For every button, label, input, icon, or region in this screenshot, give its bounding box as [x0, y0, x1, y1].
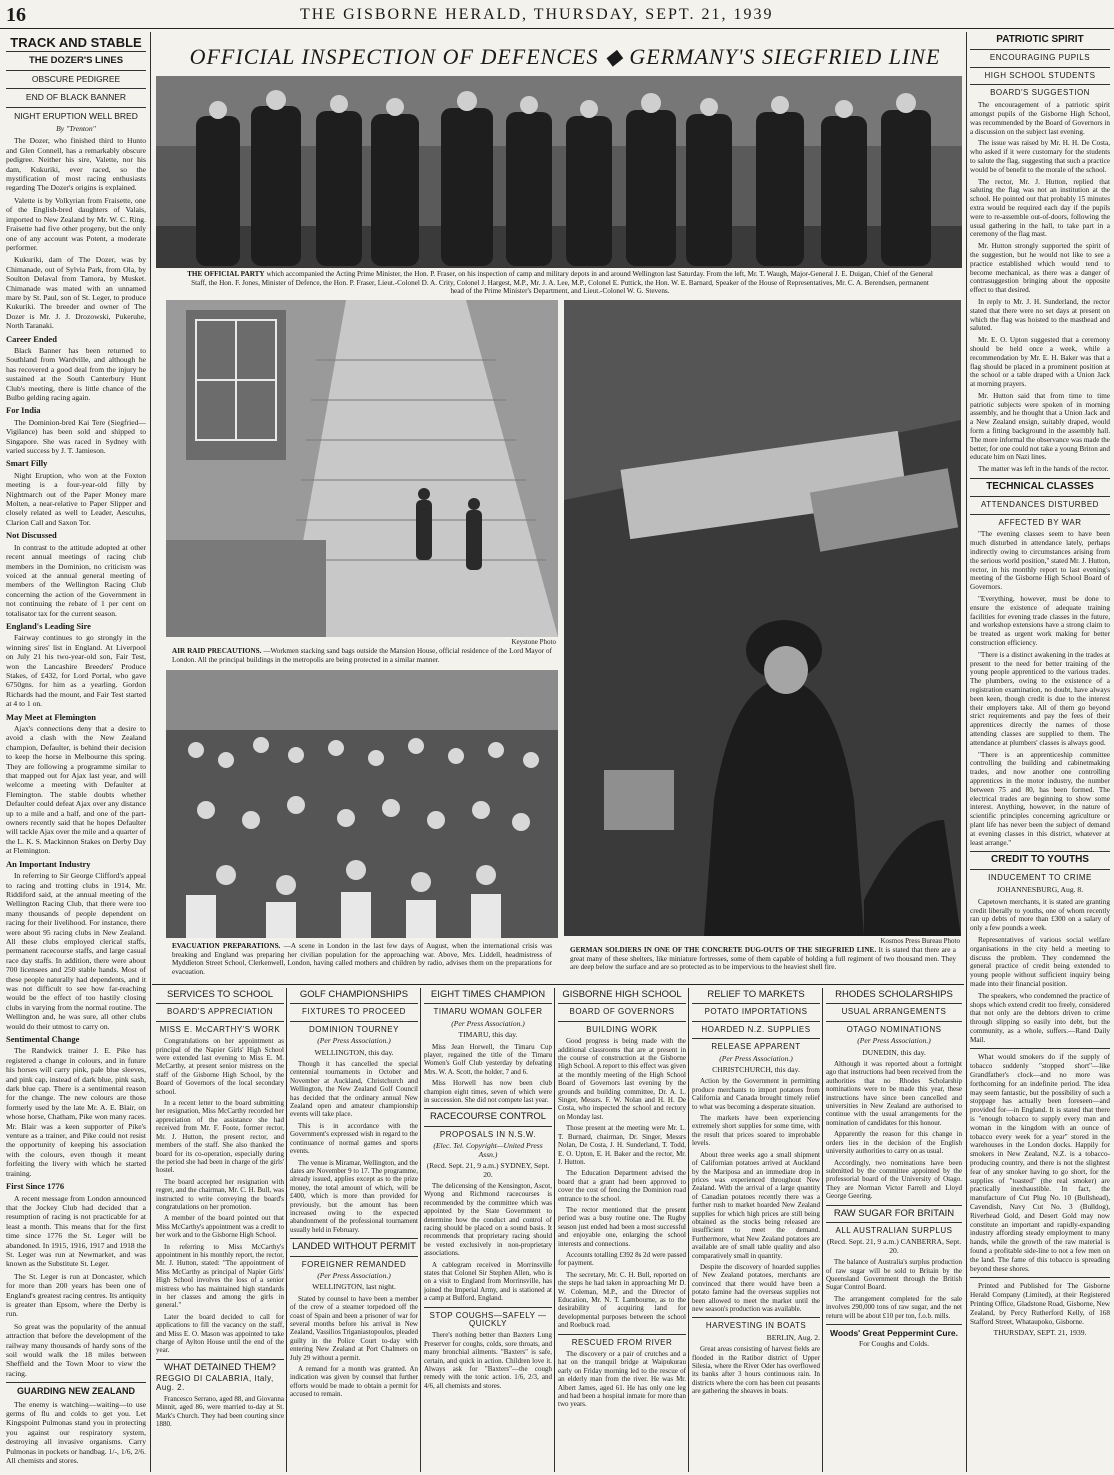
caption-lead: EVACUATION PREPARATIONS.: [172, 942, 281, 950]
divider: [424, 1003, 552, 1004]
paragraph: "Everything, however, must be done to ensure the existence of adequate training facilities for evening trade classes in the future, and workshop extensions have a strong claim to be treated as urgent work making for better construction efficiency.: [970, 595, 1110, 648]
subhead: BOARD'S APPRECIATION: [166, 1007, 274, 1017]
paragraph: The markets have been experiencing extremely short supplies for some time, with the result that prices soared to improbable levels.: [692, 1114, 820, 1148]
eight-times-champion-heading: EIGHT TIMES CHAMPION: [430, 989, 546, 1000]
divider: [826, 1003, 962, 1004]
sandbags-photo-image: [166, 300, 558, 637]
paragraph: Mr. Hutton said that from time to time patriotic subjects were spoken of in morning assembly, and he thought that a Union Jack and a New Zealand ensign, suitably draped, would form a fitting background in the assembly hall. The more informal the observance was made the better, for one could not take a young Briton and educate him on Nazi lines.: [970, 391, 1110, 462]
caption-lead: AIR RAID PRECAUTIONS.: [172, 647, 262, 655]
paragraph: The Randwick trainer J. E. Pike has registered a change in colours, and in future his horses will carry pink, pale blue sleeves, and pink cap, instead of dark blue, pink sash, dark blue cap. There is a sentimental reason for the change. The new colours are those formerly used by the late Mr. A. E. Blair, on whose horse, Chatham, Pike won many races. Mr. Blair was a keen supporter of Pike's venture as a trainer, and Pike could not resist the opportunity of keeping his association with the colours, even though it meant forfeiting the livery with which he started training.: [6, 1046, 146, 1178]
page-number: 16: [6, 4, 26, 26]
siegfried-caption: [570, 946, 956, 980]
siegfried-photo-image: [564, 300, 961, 936]
ad-heading: Woods' Great Peppermint Cure.: [830, 1328, 958, 1338]
divider: [424, 1108, 552, 1109]
dateline: CHRISTCHURCH, this day.: [712, 1065, 800, 1075]
divider: [970, 851, 1110, 852]
subhead: BOARD OF GOVERNORS: [569, 1007, 675, 1017]
paragraph: A member of the board pointed out that Miss McCarthy's appointment was a credit to her work and to the Gisborne High School.: [156, 1214, 284, 1240]
dateline: REGGIO DI CALABRIA, Italy, Aug. 2.: [156, 1374, 274, 1392]
bottom-column-2: [290, 988, 418, 1472]
dateline: WELLINGTON, this day.: [314, 1047, 394, 1057]
divider: [6, 107, 146, 108]
subhead: POTATO IMPORTATIONS: [704, 1007, 808, 1017]
air-raid-precautions-photo: [166, 300, 558, 637]
photo-credit: Keystone Photo: [511, 638, 556, 646]
paragraph: Miss Jean Horwell, the Timaru Cup player, regained the title of the Timaru Women's Golf Club yesterday by defeating Mrs. W. A. Scott, the holder, 7 and 6.: [424, 1042, 552, 1076]
subhead: OTAGO NOMINATIONS: [846, 1024, 942, 1034]
subhead: RELEASE APPARENT: [711, 1042, 801, 1052]
ad-subheading: For Coughs and Colds.: [858, 1339, 930, 1349]
left-subhead: NIGHT ERUPTION WELL BRED: [14, 110, 138, 121]
source: (Elec. Tel. Copyright—United Press Assn.): [433, 1141, 543, 1159]
subhead: USUAL ARRANGEMENTS: [841, 1007, 947, 1017]
dateline: JOHANNESBURG, Aug. 8.: [996, 884, 1084, 894]
paragraph: In referring to Sir George Clifford's appeal to racing and trotting clubs in 1914, Mr. Riddiford said, at the annual meeting of the Wellington Racing Club, that there were too many thousands of people dependent on racing for their livelihood. For instance, there were about 95 racing clubs in New Zealand. All these clubs employed clerical staffs, permanent racecourse staffs, and large casual race day staffs. In addition, there were about 700 licensees and 250 stable hands. Most of these people naturally had dependents, and it was not difficult to see how far-reaching would be the effect of too hastily closing clubs in varying from the normal routine. The Wellington and, he was sure, all other clubs would do their utmost to carry on.: [6, 871, 146, 1031]
bottom-column-1: [156, 988, 284, 1472]
paragraph: Miss Horwell has now been club champion eight times, seven of which were in succession. She did not compete last year.: [424, 1079, 552, 1105]
divider: [970, 514, 1110, 515]
left-subhead: END OF BLACK BANNER: [25, 92, 127, 103]
divider: [424, 1307, 552, 1308]
paragraph: Apparently the reason for this change in orders lies in the decision of the English university authorities to carry on as usual.: [826, 1130, 962, 1156]
dateline: TIMARU, this day.: [458, 1030, 518, 1040]
bottom-rule: [152, 984, 964, 985]
official-party-caption: [185, 270, 935, 298]
paragraph: The board accepted her resignation with regret, and the chairman, Mr. C. H. Bull, was instructed to write conveying the board's congratulations on her promotion.: [156, 1177, 284, 1211]
paragraph: Kukuriki, dam of The Dozer, was by Chimanade, out of Sylvia Park, from Ola, by Soulton Delaval from Tamora, by Musket. Chimanade was mated with an unnamed mare by St. Paul, son of St. Leger, to produce Kukuriki. The breeder and owner of The Dozer is Mr. J. J. Drozowski, Pukeruhe, North Taranaki.: [6, 255, 146, 331]
subhead: MISS E. McCARTHY'S WORK: [159, 1024, 281, 1034]
section-title: Smart Filly: [6, 458, 48, 469]
paragraph: In reply to Mr. J. H. Sunderland, the rector stated that there were no set days at present on which the flag was hoisted to the masthead and saluted.: [970, 297, 1110, 333]
section-title: First Since 1776: [6, 1181, 65, 1192]
right-subhead: INDUCEMENT TO CRIME: [988, 873, 1092, 883]
paragraph: In a recent letter to the board submitting her resignation, Miss McCarthy recorded her appreciation of the assistance she had received from Mr. F. Foote, former rector, Mr. J. Hutton, the present rector, and members of the staff. She also thanked the board for its co-operation, especially during the period she had been in charge of the girls' hostel.: [156, 1099, 284, 1175]
paragraph: "The evening classes seem to have been much disturbed in attendance lately, perhaps indirectly owing to circumstances arising from the serious world position," stated Mr. J. Hutton, rector, in his monthly report to last evening's meeting of the Gisborne High School Board of Governors.: [970, 530, 1110, 592]
left-column: [6, 32, 146, 1472]
golf-championships-heading: GOLF CHAMPIONSHIPS: [299, 989, 409, 1000]
paragraph: The secretary, Mr. C. H. Bull, reported on the steps he had taken in approaching Mr D. W. Coleman, M.P., and the Director of Education, Mr. N. T. Lambourne, as to the desirability of acquiring land for developmental purposes between the school and Roebuck road.: [558, 1270, 686, 1330]
paragraph: Accounts totalling £392 8s 2d were passed for payment.: [558, 1250, 686, 1268]
column-rule: [822, 988, 823, 1472]
paragraph: Ajax's connections deny that a desire to avoid a clash with the New Zealand champion, Defaulter, is behind their decision to keep the horse in Melbourne this spring. They are following a programme similar to that mapped out for Ajax last year, and will welcome a meeting with Defaulter at Flemington. The stable doubts whether Defaulter could defeat Ajax over any distance up to a mile and a half, and one of the part-owners recently said that he hopes Defaulter will tackle Ajax over the mile and a quarter of the L. K. S. Mackinnon Stakes on Derby Day at Flemington.: [6, 724, 146, 856]
paragraph: This is in accordance with the Government's expressed wish in regard to the continuance of normal games and sports events.: [290, 1121, 418, 1156]
paragraph: In contrast to the attitude adopted at other recent annual meetings of racing club members in the Dominion, no criticism was voiced at the annual general meeting of members of the Wellington Racing Club concerning the action of the Government in not continuing the rebate of 1 per cent on totalisator tax for the current season.: [6, 542, 146, 618]
paragraph: What would smokers do if the supply of tobacco suddenly "stopped short"—like Grandfather's clock—and no more was forthcoming for an indefinite period. The idea may seem fantastic, but the possibility of such a stoppage has actually been foreseen—and provided for—in England. It is stated that there is "enough tobacco to supply every man and woman in the kingdom with an ounce of tobacco every week for a year" stored in the warehouses in the London docks. Happily for smokers in New Zealand, N.Z. is a tobacco-producing country, and there is not the slightest fear of any smoker having to go short, for the supplies of "toasted" (the real smoker) are practically inexhaustible. In fact, the manufacture of Cut Plug No. 10 (Bullshead), Cavendish, Navy Cut No. 3 (Bulldog), Riverhead Gold, and Desert Gold may now constitute an important and rapidly-expanding industry affording steady employment to many hands, while the growth of the raw material is found a profitable side-line to not a few men on the land. The fame of this tobacco is spreading beyond these shores.: [970, 1053, 1110, 1273]
divider: [970, 1048, 1110, 1049]
divider: [6, 51, 146, 52]
divider: [692, 1003, 820, 1004]
divider: [692, 1317, 820, 1318]
divider: [558, 1021, 686, 1022]
dateline: DUNEDIN, this day.: [862, 1047, 926, 1057]
caption-text: It is stated that there are a great many of these shelters, like miniature fortresses, some of them capable of holding a full regiment of two thousand men. They are deep below the surface and are so protected as to be impervious to the heaviest shell fire.: [570, 946, 956, 972]
harvesting-in-boats-heading: HARVESTING IN BOATS: [705, 1321, 807, 1331]
subhead: DOMINION TOURNEY: [309, 1024, 399, 1034]
divider: [156, 1359, 284, 1360]
services-to-school-heading: SERVICES TO SCHOOL: [166, 989, 274, 1000]
raw-sugar-heading: RAW SUGAR FOR BRITAIN: [833, 1207, 955, 1219]
ad-text: There's nothing better than Baxters Lung Preserver for coughs, colds, sore throats, and many bronchial ailments. "Baxters" is safe, certain, and quick in action. Children love it. Always ask for "Baxters"—the cough remedy with the tonic action. 1/6, 2/3, and 4/6, all chemists and stores.: [424, 1331, 552, 1390]
bottom-column-4: [558, 988, 686, 1472]
divider: [826, 1324, 962, 1325]
divider: [970, 496, 1110, 497]
paragraph: Night Eruption, who won at the Foxton meeting is a four-year-old filly by Nightmarch out of the Paper Money mare Molten, a near-relative to Paper Slipper and closely related as well to Leader, Aesculus, Clarion Call and Saxon Tor.: [6, 470, 146, 527]
paragraph: The issue was raised by Mr. H. H. De Costa, who asked if it were customary for the students to salute the flag, suggesting that such a practice would be of benefit to the morale of the school.: [970, 139, 1110, 174]
paragraph: Francesco Serrano, aged 88, and Giovanna Minnit, aged 86, were married to-day at St. Mark's Church. They had been courting since 1880.: [156, 1395, 284, 1429]
paragraph: Capetown merchants, it is stated are granting credit liberally to youths, one of whom recently ran up debts of more than £300 on a salary of only a few pounds a week.: [970, 897, 1110, 933]
paragraph: A remand for a month was granted. An indication was given by counsel that further efforts would be made to obtain a permit for accused to remain.: [290, 1365, 418, 1399]
subhead: HOARDED N.Z. SUPPLIES: [701, 1024, 811, 1034]
divider: [558, 1003, 686, 1004]
source: (Per Press Association.): [857, 1036, 931, 1046]
paragraph: The Dominion-bred Kai Tere (Siegfried—Vigilance) has been sold and shipped to Singapore. She was raced in Sydney with varied success by J. T. Jamieson.: [6, 417, 146, 456]
section-title: An Important Industry: [6, 858, 91, 869]
dateline: (Recd. Sept. 21, 9 a.m.) SYDNEY, Sept. 20.: [426, 1161, 550, 1179]
paragraph: The rector, Mr. J. Hutton, replied that saluting the flag was not an institution at the school. He pointed out that probably 15 minutes extra would be required each day if the pupils were to re-assemble out-of-doors, following the usual gathering in the hall, to take part in a ceremony of the flag mast.: [970, 177, 1110, 239]
divider: [290, 1021, 418, 1022]
right-subhead: AFFECTED BY WAR: [998, 517, 1082, 527]
patriotic-spirit-heading: PATRIOTIC SPIRIT: [996, 34, 1084, 45]
paragraph: About three weeks ago a small shipment of Californian potatoes arrived at Auckland by the Mariposa and an immediate drop in prices was experienced throughout New Zealand. With the arrival of a large quantity of Canadian potatoes recently there was a further rush to market hoarded New Zealand supplies for which high prices are still being obtained as the stocks being released are insufficient to meet the demand. Furthermore, what New Zealand potatoes are available are of small table quality and also comparatively small in quantity.: [692, 1150, 820, 1260]
subhead: PROPOSALS IN N.S.W.: [439, 1129, 537, 1139]
caption-text: which accompanied the Acting Prime Minister, the Hon. P. Fraser, on his inspection of camp and military depots in and around Wellington last Saturday. From the left, Mr. T. Waugh, Major-General J. E. Duigan, Chief of the General Staff, the Hon. F. Jones, Minister of Defence, the Hon. P. Fraser, Lieut.-Colonel D. A. Crity, Colonel J. Hargest, M.P., Mr. J. A. Lee, M.P., Colonel E. Puttick, the Hon. W. E. Barnard, Speaker of the House of Representatives, Mr. C. A. Berendsen, permanent head of the Prime Minister's Department, and Lieut.-Colonel W. G. Stevens.: [191, 270, 933, 296]
paragraph: The arrangement completed for the sale involves 290,000 tons of raw sugar, and the net return will be about £10 per ton, f.o.b. mills.: [826, 1294, 962, 1320]
divider: [558, 1334, 686, 1335]
right-subhead: ATTENDANCES DISTURBED: [981, 499, 1099, 509]
subhead: FOREIGNER REMANDED: [301, 1259, 407, 1269]
masthead: [0, 0, 1114, 29]
right-subhead: BOARD'S SUGGESTION: [990, 88, 1090, 98]
section-title: Sentimental Change: [6, 1034, 80, 1044]
divider: [6, 1382, 146, 1383]
paragraph: So great was the popularity of the annual attraction that before the development of the railway many thousands of hardy sons of the soil would walk the 18 miles between Sheffield and the Town Moor to view the racing.: [6, 1321, 146, 1378]
source: (Per Press Association.): [451, 1018, 525, 1028]
divider: [290, 1003, 418, 1004]
air-raid-caption: [172, 647, 552, 667]
subhead: ALL AUSTRALIAN SURPLUS: [835, 1225, 953, 1235]
evacuation-caption: [172, 942, 552, 980]
bottom-column-5: [692, 988, 820, 1472]
bottom-column-3: [424, 988, 552, 1472]
masthead-title: THE GISBORNE HERALD, THURSDAY, SEPT. 21, 1939: [300, 6, 774, 23]
paragraph: Representatives of various social welfare organisations in the city held a meeting to discuss the problem. They condemned the general practice of credit being extended to young people without sufficient inquiry being made into their financial position.: [970, 935, 1110, 988]
ad-heading: STOP COUGHS—SAFELY —QUICKLY: [429, 1310, 547, 1328]
photo-credit: Kosmos Press Bureau Photo: [880, 937, 960, 945]
caption-text: —Workmen stacking sand bags outside the Mansion House, official residence of the Lord Mayor of London. All the principal buildings in the metropolis are being protected in a similar manner.: [172, 647, 552, 664]
evacuation-photo-image: [166, 670, 558, 938]
rescued-from-river-heading: RESCUED FROM RIVER: [571, 1337, 673, 1347]
paragraph: "There is an apprenticeship committee controlling the building and cabinetmaking trades, and now another one controlling apprentices in the motor industry, the number between 75 and 80, has been formed. The electrical trades are beginning to show some interest. Anything, however, in the nature of scientific principles concerning agriculture or plant life has never been the subject of demand at evening classes in this district, whatever at least arrange.": [970, 750, 1110, 847]
paragraph: The discovery or a pair of crutches and a hat on the tranquil bridge at Waipukurau early on Friday morning led to the rescue of an elderly man from the river. He was Mr. Albert James, aged 61. He has only one leg and had been a hospital inmate for more than two years.: [558, 1350, 686, 1409]
column-rule: [286, 988, 287, 1472]
column-rule: [420, 988, 421, 1472]
paragraph: Mr. Hutton strongly supported the spirit of the suggestion, but he would not like to see a practice established which would tend to become mechanical, as there was a danger of contrasuggestion bringing about the opposite effect to that desired.: [970, 242, 1110, 295]
paragraph: Black Banner has been returned to Southland from Wardville, and although he has recovered a good deal from the injury he sustained at the South Canterbury Hunt Club's meeting, there is little chance of the Bulbo gelding racing again.: [6, 345, 146, 402]
paragraph: "There is a distinct awakening in the trades at present to the need for better training of the young people apprenticed to the various trades. The plumbers, owing to the existence of a registration examination, no doubt, have always been keen, though credit is due to the interest their employers take. All of them go beyond strict requirements and pay the fees of their apprentices directly the names of those attending classes are supplied to them. The attendance at plumbers' classes is always good.: [970, 650, 1110, 747]
column-rule: [554, 988, 555, 1472]
paragraph: Stated by counsel to have been a member of the crew of a steamer torpedoed off the coast of Spain and been a prisoner of war for several months before his arrival in New Zealand, Vassilios Triganiastopoulos, pleaded guilty in the Police Court to-day with entering New Zealand at Port Chalmers on July 29 without a permit.: [290, 1294, 418, 1362]
left-subhead: OBSCURE PEDIGREE: [31, 73, 121, 84]
relief-to-markets-heading: RELIEF TO MARKETS: [707, 989, 805, 1000]
subhead: FIXTURES TO PROCEED: [302, 1007, 406, 1017]
right-column: [970, 32, 1110, 1472]
divider: [290, 1238, 418, 1239]
source: (Per Press Association.): [317, 1036, 391, 1046]
source: (Per Press Association.): [719, 1053, 793, 1063]
ad-text: The enemy is watching—waiting—to use germs of flu and colds to get you. Let Kingspoint Pulmonas stand you in protecting you against our respiratory system, destroying all invasive organisms. Carry Pulmonas in pockets or handbag. 1/-, 1/6, 2/6. All chemists and stores.: [6, 1399, 146, 1466]
gisborne-high-school-heading: GISBORNE HIGH SCHOOL: [562, 989, 682, 1000]
column-rule: [688, 988, 689, 1472]
paragraph: A cablegram received in Morrinsville states that Colonel Sir Stephen Allen, who is on a visit to England from Morrinsville, has joined the Imperial Army, and is stationed at a camp at Bulford, England.: [424, 1260, 552, 1303]
section-title: For India: [6, 405, 41, 416]
paragraph: The balance of Australia's surplus production of raw sugar will be sold to Britain by the Queensland Government through the British Sugar Control Board.: [826, 1258, 962, 1292]
official-party-photo: [156, 76, 962, 268]
right-subhead: HIGH SCHOOL STUDENTS: [984, 70, 1096, 80]
divider: [826, 1021, 962, 1022]
divider: [970, 478, 1110, 479]
divider: [424, 1126, 552, 1127]
divider: [970, 49, 1110, 50]
divider: [692, 1021, 820, 1022]
subhead: BUILDING WORK: [586, 1024, 658, 1034]
left-subhead: THE DOZER'S LINES: [28, 55, 124, 67]
bottom-column-6: [826, 988, 962, 1472]
credit-to-youths-heading: CREDIT TO YOUTHS: [991, 854, 1089, 866]
paragraph: Those present at the meeting were Mr. L. T. Burnard, chairman, Dr. Singer, Messrs Nolan, De Costa, J. H. Sunderland, T. Todd, E. O. Upton, E. H. Baker and the rector, Mr. J. Hutton.: [558, 1124, 686, 1166]
divider: [156, 1003, 284, 1004]
paragraph: The venue is Miramar, Wellington, and the dates are November 9 to 17. The programme, already issued, applies except as to the prize money, the total amount of which, will be £400, which is more than provided for previously, but the amount has been increased owing to the expected abandonment of the professional tournament usually held in February.: [290, 1158, 418, 1234]
track-and-stable-heading: TRACK AND STABLE: [10, 35, 142, 50]
divider: [156, 1021, 284, 1022]
divider: [6, 88, 146, 89]
what-detained-them-heading: WHAT DETAINED THEM?: [164, 1361, 276, 1373]
paragraph: Mr. E. O. Upton suggested that a ceremony should be held once a week, while a recommendation by Mr. E. H. Baker was that a flag should be placed in a prominent position at the school or a table draped with a Union Jack at morning prayers.: [970, 336, 1110, 389]
right-subhead: ENCOURAGING PUPILS: [989, 52, 1091, 62]
rhodes-scholarships-heading: RHODES SCHOLARSHIPS: [835, 989, 953, 1000]
section-title: Not Discussed: [6, 530, 57, 541]
paragraph: Accordingly, two nominations have been submitted by the committee appointed by the professorial board of the University of Otago. They are Norman Victor Farrell and Lloyd George Geering.: [826, 1158, 962, 1201]
paragraph: Fairway continues to go strongly in the winning sires' list in England. At Liverpool on July 21 his two-year-old son, Fair Test, won the Lancashire Breeders' Produce Stakes, of £432, for Lord Portal, who gave 6750gns. for him as a yearling. Gordon Richards had the mount, and Fair Test started at 4 to 1 on.: [6, 633, 146, 709]
caption-lead: THE OFFICIAL PARTY: [187, 270, 265, 278]
section-title: Career Ended: [6, 333, 57, 344]
byline: By "Trenton": [56, 124, 96, 134]
paragraph: The Education Department advised the board that a grant had been approved to cover the cost of fencing the Dominion road entrance to the school.: [558, 1169, 686, 1203]
page-banner: OFFICIAL INSPECTION OF DEFENCES ◆ GERMANY'S SIEGFRIED LINE: [189, 44, 941, 69]
divider: [826, 1205, 962, 1206]
paragraph: Despite the discovery of hoarded supplies of New Zealand potatoes, merchants are convinced that there would have been a potato famine had the overseas supplies not been allowed to meet the market until the new season's production was available.: [692, 1262, 820, 1313]
paragraph: In referring to Miss McCarthy's appointment in his monthly report, the rector, Mr. J. Hutton, stated: "The appointment of Miss McCarthy as principal of Napier Girls' High School involves the loss of a senior mistress who has maintained high standards in her classes and among the girls in general.": [156, 1242, 284, 1310]
divider: [692, 1038, 820, 1039]
divider: [970, 84, 1110, 85]
paragraph: The encouragement of a patriotic spirit amongst pupils of the Gisborne High School, was recommended by the Board of Governors in a discussion on the subject last evening.: [970, 101, 1110, 136]
paragraph: Valette is by Volkyrian from Fraisette, one of the English-bred daughters of Valais, imported to New Zealand by Mr. W. C. Ring. Fraisette had five other progeny, but the only one of any account was Potent, a moderate performer.: [6, 195, 146, 252]
column-rule: [150, 32, 151, 1472]
subhead: TIMARU WOMAN GOLFER: [433, 1007, 543, 1017]
section-title: England's Leading Sire: [6, 620, 91, 631]
imprint: Printed and Published for The Gisborne Herald Company (Limited), at their Registered Printing Office, Gladstone Road, Gisborne, New Zealand, by Percy Rutherford Kelly, of 168 Stafford Street, Whataupoko, Gisborne.: [970, 1282, 1110, 1326]
divider: [970, 67, 1110, 68]
paragraph: The delicensing of the Kensington, Ascot, Wyong and Richmond racecourses is recommended by the committee which was appointed by the State Government to determine how the conduct and control of racing should be placed on a sound basis. It recommends that proprietary racing should be vested exclusively in non-proprietary associations.: [424, 1181, 552, 1258]
divider: [6, 70, 146, 71]
racecourse-control-heading: RACECOURSE CONTROL: [429, 1111, 547, 1123]
dateline: WELLINGTON, last night.: [312, 1282, 396, 1292]
paragraph: The speakers, who condemned the practice of shops which extend credit too freely, considered that not only are the debtors driven to crime through slipping so easily into debt, but the community, as a whole, suffers.—Rand Daily Mail.: [970, 991, 1110, 1044]
source: (Per Press Association.): [317, 1270, 391, 1280]
siegfried-line-photo: [564, 300, 961, 936]
section-title: May Meet at Flemington: [6, 711, 96, 722]
paragraph: The St. Leger is run at Doncaster, which for more than 200 years has been one of England's greatest racing centres. Its antiquity is greater than Epsom, where the Derby is run.: [6, 1271, 146, 1319]
paragraph: The Dozer, who finished third to Hunto and Glen Connell, has a remarkably obscure pedigree. Neither his sire, Valette, nor his dam, Kukuriki, ever raced, so the mystification of most racing enthusiasts regarding The Dozer's origins is explained.: [6, 136, 146, 193]
evacuation-photo: [166, 670, 558, 938]
technical-classes-heading: TECHNICAL CLASSES: [986, 481, 1094, 493]
landed-without-permit-heading: LANDED WITHOUT PERMIT: [292, 1241, 416, 1253]
paragraph: Although it was reported about a fortnight ago that instructions had been received from the authorities that no Rhodes Scholarship nominations were to be made this year, these instructions have since been cancelled and universities in New Zealand are authorised to continue with the usual arrangements for the nomination of candidates for this honour.: [826, 1060, 962, 1127]
paragraph: Great areas consisting of harvest fields are flooded in the Ratibor district of Upper Silesia, where the River Oder has overflowed its banks after 3 hours continuous rain. In districts where the corn has been cut peasants are gathering the sheaves in boats.: [692, 1345, 820, 1396]
official-party-photo-image: [156, 76, 962, 268]
dateline: (Recd. Sept. 21, 9 a.m.) CANBERRA, Sept. 20.: [826, 1237, 962, 1255]
paragraph: Action by the Government in permitting produce merchants to import potatoes from California and Canada brought timely relief to what was becoming a desperate situation.: [692, 1077, 820, 1111]
caption-lead: GERMAN SOLDIERS IN ONE OF THE CONCRETE DUG-OUTS OF THE SIEGFRIED LINE.: [570, 946, 877, 954]
paragraph: The matter was left in the hands of the rector.: [978, 465, 1109, 474]
divider: [970, 869, 1110, 870]
paragraph: A recent message from London announced that the Jockey Club had decided that a resumption of racing is not practicable for at least a month. This means that for the first time since 1776 the St. Leger will be abandoned. In 1915, 1916, 1917 and 1918 the St. Leger was run at Newmarket, and was known as the Substitute St. Leger.: [6, 1193, 146, 1269]
paragraph: Later the board decided to call for applications to fill the vacancy on the staff, and Miss E. O. Mason was appointed to take charge of Aylton House until the end of the year.: [156, 1312, 284, 1355]
divider: [970, 1277, 1110, 1278]
paragraph: Congratulations on her appointment as principal of the Napier Girls' High School were extended last evening to Miss E. M. McCarthy, at present senior mistress on the staff of the Gisborne High School, by the Board of Governors of the local secondary school.: [156, 1037, 284, 1096]
column-rule: [966, 32, 967, 1472]
paragraph: Good progress is being made with the additional classrooms that are at present in the course of construction at the Gisborne High School. A report to this effect was given at the monthly meeting of the High School Board of Governors last evening by the grounds and building committee, Dr. A. L. Singer, Messrs. F. W. Nolan and H. H. De Costa, who inspected the school and rectory on Monday last.: [558, 1037, 686, 1121]
divider: [826, 1222, 962, 1223]
paragraph: Though it has cancelled the special centennial tournaments in October and November at Auckland, Christchurch and Wellington, the New Zealand Golf Council has decided that the ordinary annual New Zealand open and amateur championship events will take place.: [290, 1060, 418, 1119]
divider: [290, 1256, 418, 1257]
paragraph: The rector mentioned that the present period was a busy routine one. The Rugby season just ended had been a most successful and enjoyable one, enlarging the school interests and connections.: [558, 1205, 686, 1248]
caption-text: —A scene in London in the last few days of August, when the international crisis was breaking and England was preparing her civilian population for the approaching war. Above, Mrs. Liddell, headmistress of Myddleton Street School, Clerkenwell, London, having called mothers and children by radio, advises them on the preparations for evacuation.: [172, 942, 552, 976]
ad-heading: GUARDING NEW ZEALAND: [17, 1386, 135, 1397]
dateline: BERLIN, Aug. 2.: [766, 1332, 820, 1342]
imprint-date: THURSDAY, SEPT. 21, 1939.: [993, 1328, 1087, 1338]
